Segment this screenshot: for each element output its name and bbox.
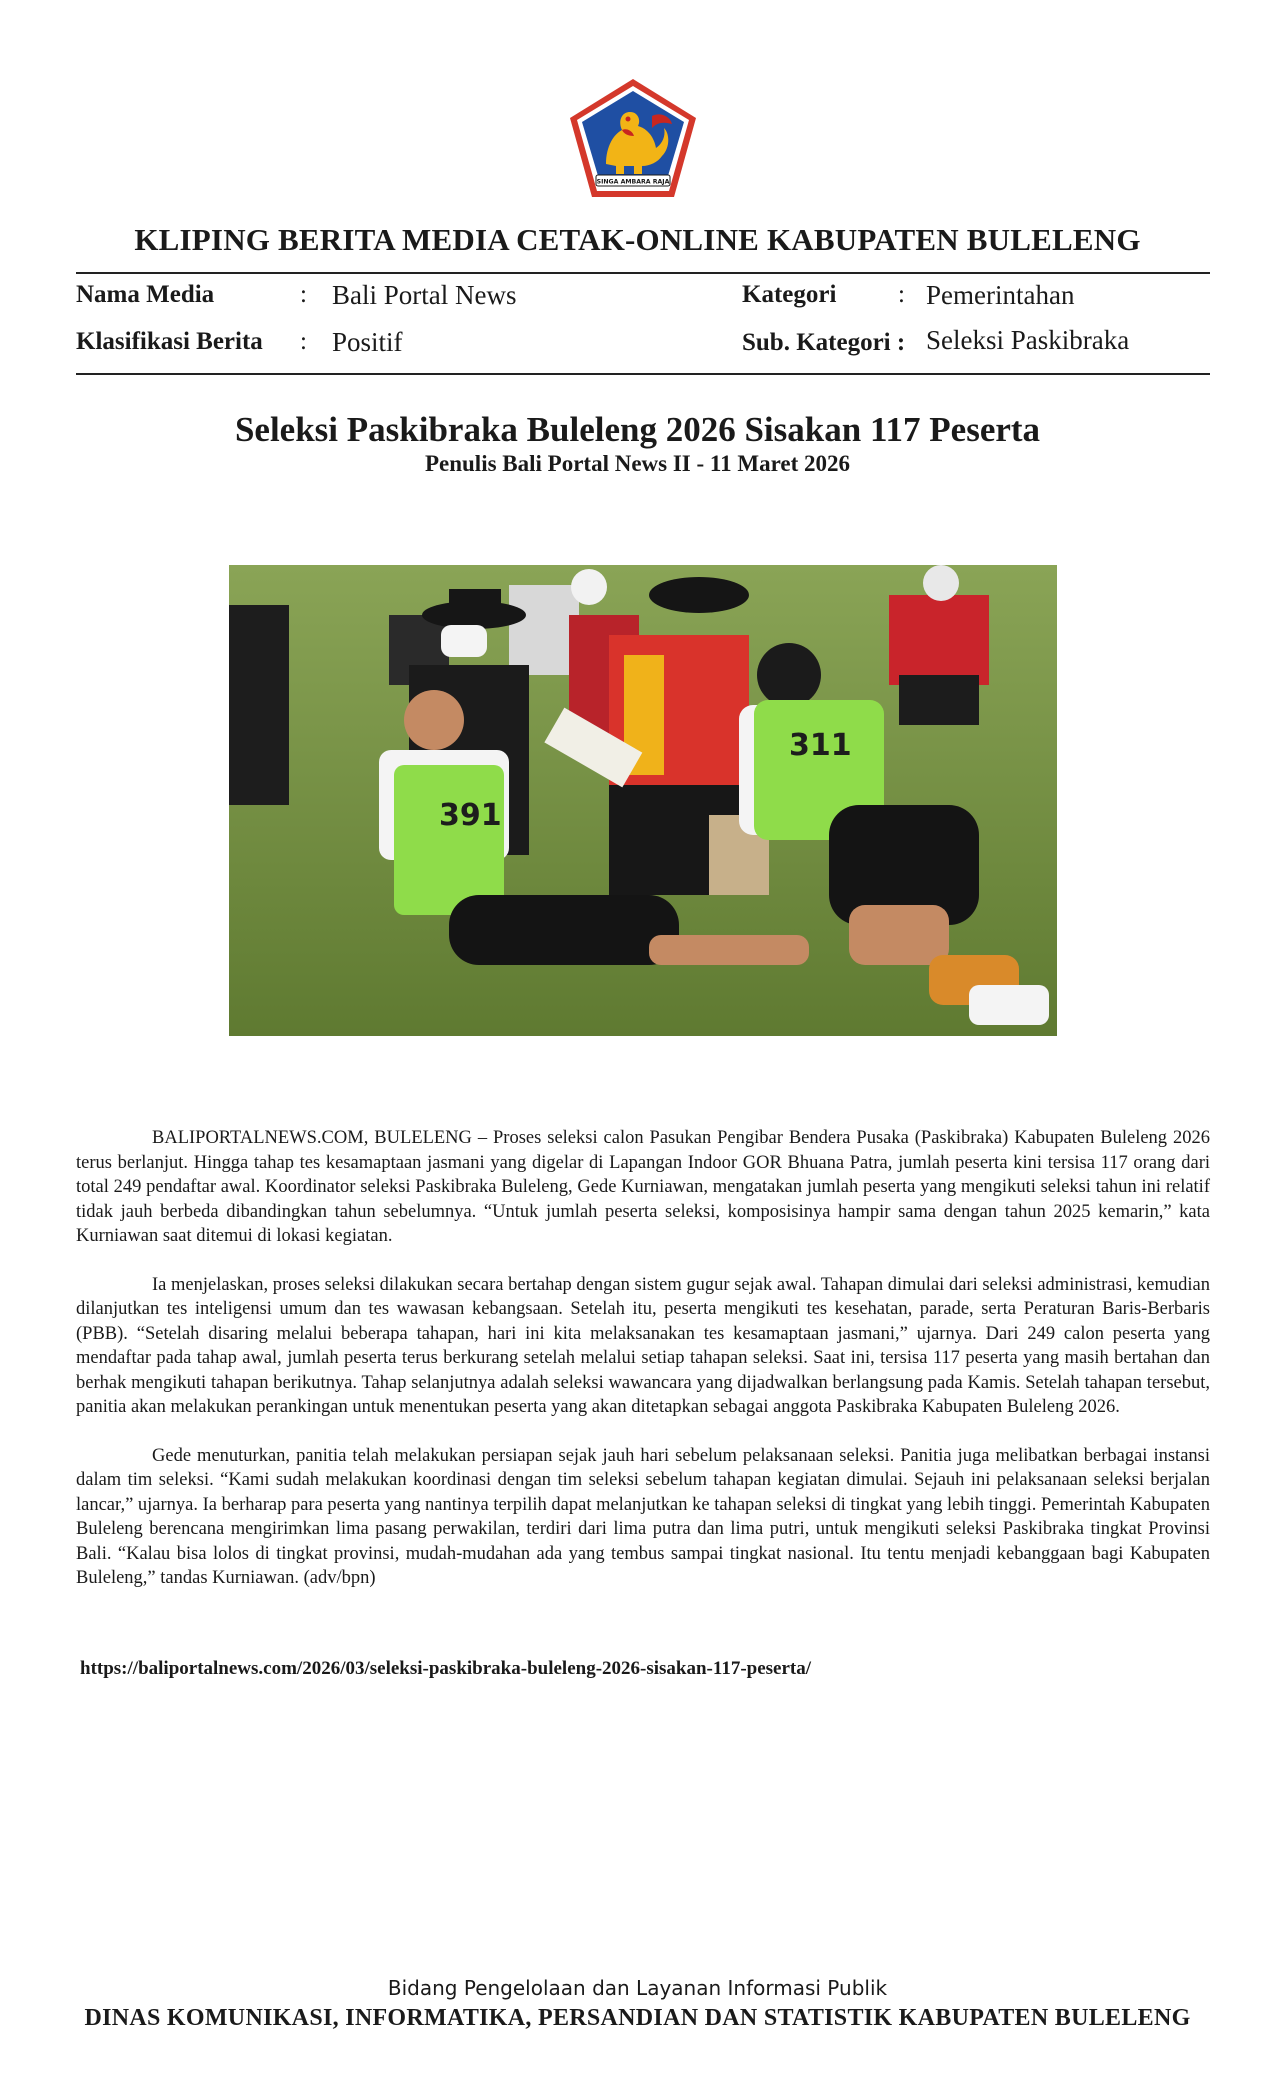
media-label: Nama Media [76, 281, 215, 308]
kategori-colon: : [898, 281, 905, 308]
kategori-label: Kategori [742, 281, 837, 308]
kabupaten-buleleng-seal [566, 76, 700, 200]
bib-311: 311 [789, 728, 852, 763]
footer-agency: DINAS KOMUNIKASI, INFORMATIKA, PERSANDIAN DAN STATISTIK KABUPATEN BULELENG [84, 2005, 1191, 2031]
subkategori-value: Seleksi Paskibraka [926, 325, 1130, 355]
article-photo [229, 565, 1057, 1036]
kliping-title: KLIPING BERITA MEDIA CETAK-ONLINE KABUPATEN BULELENG [134, 222, 1141, 257]
article-body [76, 1126, 1210, 1615]
klasifikasi-colon: : [300, 328, 307, 355]
article-paragraph: Ia menjelaskan, proses seleksi dilakukan secara bertahap dengan sistem gugur sejak awal. Tahapan dimulai dari seleksi administrasi, kemudian dilanjutkan tes inteligensi umum dan tes wawasan kebangsaan. Setelah itu, peserta mengikuti tes kesehatan, parade, serta Peraturan Baris-Berbaris (PBB). “Setelah disaring melalui beberapa tahapan, hari ini kita melaksanakan tes kesamaptaan jasmani,” ujarnya. Dari 249 calon peserta yang mendaftar pada tahap awal, jumlah peserta terus berkurang setelah melalui setiap tahapan seleksi. Saat ini, tersisa 117 peserta yang masih bertahan dan berhak mengikuti tahapan berikutnya. Tahap selanjutnya adalah seleksi wawancara yang dijadwalkan berlangsung pada Kamis. Setelah tahapan tersebut, panitia akan melakukan perankingan untuk menentukan peserta yang akan ditetapkan sebagai anggota Paskibraka Kabupaten Buleleng 2026. [76, 1274, 1210, 1417]
source-url-link[interactable]: https://baliportalnews.com/2026/03/seleksi-paskibraka-buleleng-2026-sisakan-117-peserta/ [80, 1658, 812, 1679]
article-paragraph: BALIPORTALNEWS.COM, BULELENG – Proses seleksi calon Pasukan Pengibar Bendera Pusaka (Paskibraka) Kabupaten Buleleng 2026 terus berlanjut. Hingga tahap tes kesamaptaan jasmani yang digelar di Lapangan Indoor GOR Bhuana Patra, jumlah peserta kini tersisa 117 orang dari total 249 pendaftar awal. Koordinator seleksi Paskibraka Buleleng, Gede Kurniawan, mengatakan jumlah peserta yang mengikuti seleksi tahun ini relatif tidak jauh berbeda dibandingkan tahun sebelumnya. “Untuk jumlah peserta seleksi, komposisinya hampir sama dengan tahun 2025 kemarin,” kata Kurniawan saat ditemui di lokasi kegiatan. [76, 1128, 1210, 1246]
kategori-value: Pemerintahan [926, 280, 1075, 310]
article-paragraph: Gede menuturkan, panitia telah melakukan persiapan sejak jauh hari sebelum pelaksanaan seleksi. Panitia juga melibatkan berbagai instansi dalam tim seleksi. “Kami sudah melakukan koordinasi dengan tim seleksi sebelum tahapan kegiatan dimulai. Sejauh ini pelaksanaan seleksi berjalan lancar,” ujarnya. Ia berharap para peserta yang nantinya terpilih dapat melanjutkan ke tahapan seleksi di tingkat yang lebih tinggi. Pemerintah Kabupaten Buleleng berencana mengirimkan lima pasang perwakilan, terdiri dari lima putra dan lima putri, untuk mengikuti seleksi Paskibraka tingkat Provinsi Bali. “Kalau bisa lolos di tingkat provinsi, mudah-mudahan ada yang tembus sampai tingkat nasional. Itu tentu menjadi kebanggaan bagi Kabupaten Buleleng,” tandas Kurniawan. (adv/bpn) [76, 1445, 1211, 1588]
media-value: Bali Portal News [332, 280, 517, 310]
article-headline: Seleksi Paskibraka Buleleng 2026 Sisakan 117 Peserta [234, 410, 1041, 449]
header-rule-bottom [76, 373, 1210, 375]
header-rule-top [76, 272, 1210, 274]
klasifikasi-value: Positif [332, 327, 403, 357]
media-colon: : [300, 281, 307, 308]
klasifikasi-label: Klasifikasi Berita [76, 328, 263, 355]
bib-391: 391 [439, 798, 502, 833]
seal-motto: SINGA AMBARA RAJA [596, 178, 670, 186]
article-byline: Penulis Bali Portal News II - 11 Maret 2026 [424, 451, 851, 476]
subkategori-label: Sub. Kategori : [742, 329, 906, 356]
footer-subtitle: Bidang Pengelolaan dan Layanan Informasi Publik [387, 1976, 888, 2000]
